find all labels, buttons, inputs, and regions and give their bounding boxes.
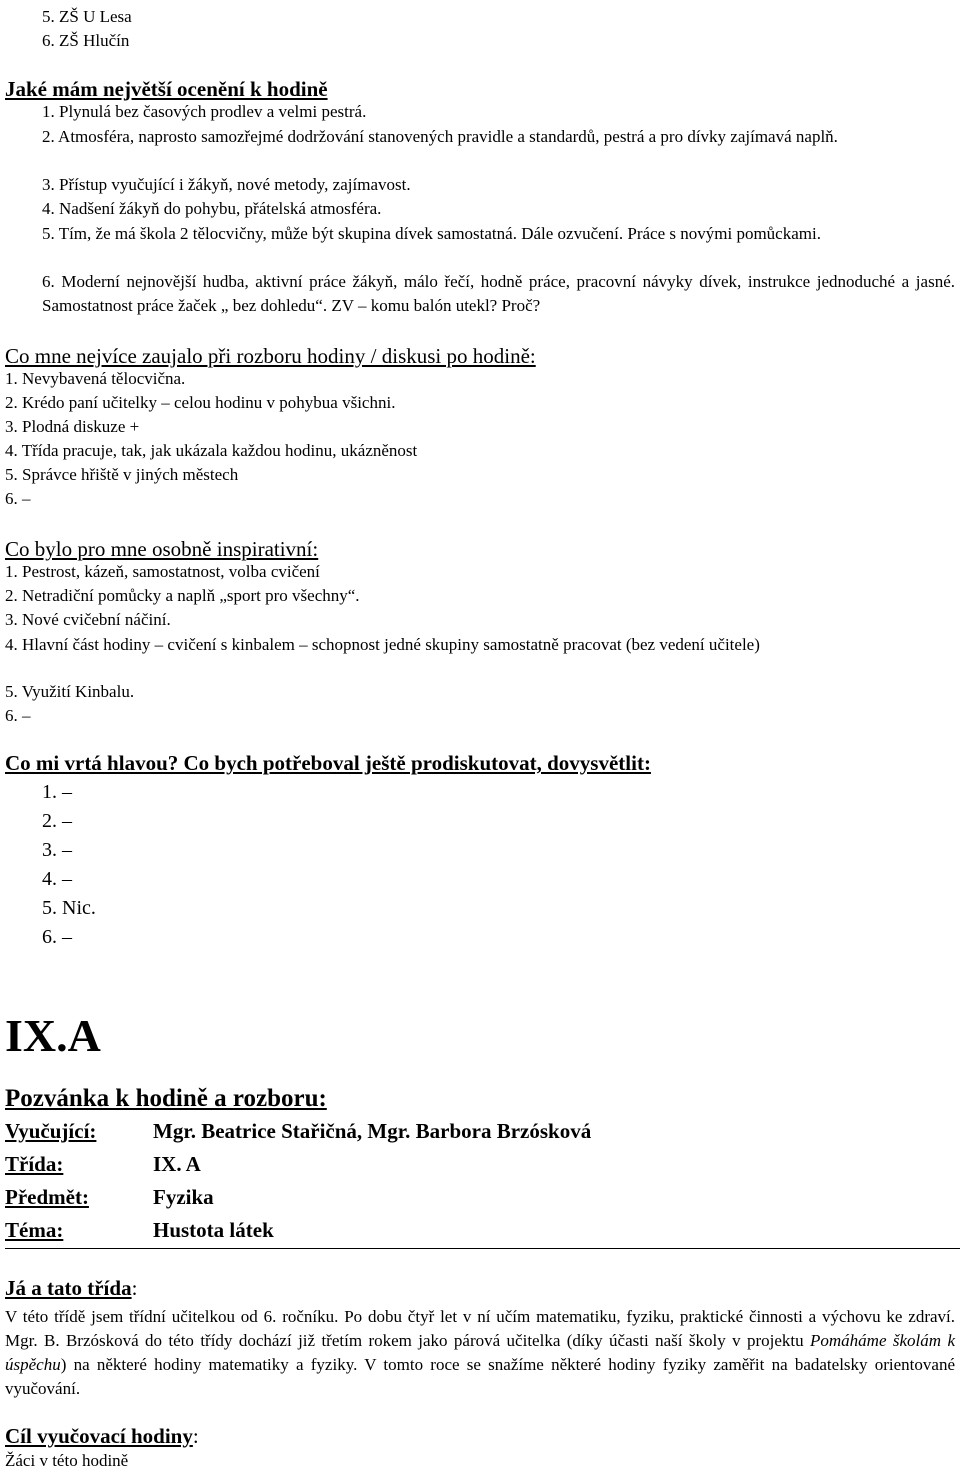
meta-row-subject <box>5 1183 214 1211</box>
list-item: 3. Nové cvičební náčiní. <box>5 610 171 629</box>
list-item: 6. – <box>42 926 72 948</box>
meta-row-teacher <box>5 1117 591 1145</box>
meta-value: Fyzika <box>153 1185 214 1209</box>
list-item: 4. Nadšení žákyň do pohybu, přátelská atmosféra. <box>42 199 382 218</box>
meta-value: IX. A <box>153 1152 201 1176</box>
list-item: 4. – <box>42 868 72 890</box>
section-heading-interest: Co mne nejvíce zaujalo při rozboru hodiny / diskusi po hodině: <box>5 344 536 368</box>
section-heading-inspire: Co bylo pro mne osobně inspirativní: <box>5 537 319 561</box>
meta-label: Třída: <box>5 1152 64 1176</box>
section-heading-puzzle: Co mi vrtá hlavou? Co bych potřeboval ještě prodiskutovat, dovysvětlit: <box>5 751 651 775</box>
meta-label: Předmět: <box>5 1185 89 1209</box>
goal-text: Žáci v této hodině <box>5 1451 129 1470</box>
list-item: 1. Plynulá bez časových prodlev a velmi pestrá. <box>42 102 367 121</box>
list-item: 6. Moderní nejnovější hudba, aktivní práce žákyň, málo řečí, hodně práce, pracovní návyky dívek, instrukce jednoduché a jasné. Samostatnost práce žaček „ bez dohledu“. ZV – komu balón utekl? Proč? <box>42 272 955 315</box>
section-heading-me-class: Já a tato třída: <box>5 1276 138 1300</box>
meta-value: Mgr. Beatrice Stařičná, Mgr. Barbora Brzósková <box>153 1119 592 1143</box>
list-item: 3. Plodná diskuze + <box>5 417 140 436</box>
list-item: 2. Atmosféra, naprosto samozřejmé dodržování stanovených pravidle a standardů, pestrá a pro dívky zajímavá naplň. <box>42 127 838 146</box>
list-item: 5. Nic. <box>42 897 96 919</box>
list-item: 5. Využití Kinbalu. <box>5 682 135 701</box>
list-item: 1. Pestrost, kázeň, samostatnost, volba cvičení <box>5 562 320 581</box>
meta-label: Vyučující: <box>5 1119 97 1143</box>
list-item: 2. – <box>42 810 72 832</box>
paragraph-me-class: V této třídě jsem třídní učitelkou od 6. ročníku. Po dobu čtyř let v ní učím matematiku, fyziku, praktické činnosti a výchovu ke zdraví. Mgr. B. Brzósková do této třídy dochází již třetím rokem jako párová učitelka (díky účasti naší školy v projektu Pomáháme školám k úspěchu) na některé hodiny matematiky a fyziky. V tomto roce se snažíme některé hodiny fyziky zaměřit na badatelsky orientované vyučování. <box>5 1307 955 1398</box>
list-item: 3. Přístup vyučující i žákyň, nové metody, zajímavost. <box>42 175 411 194</box>
list-item: 1. Nevybavená tělocvična. <box>5 369 186 388</box>
section-heading-award: Jaké mám největší ocenění k hodině <box>5 77 328 101</box>
meta-row-topic <box>5 1216 274 1244</box>
list-item: 6. ZŠ Hlučín <box>42 31 130 50</box>
list-item: 2. Krédo paní učitelky – celou hodinu v pohybua všichni. <box>5 393 396 412</box>
list-item: 2. Netradiční pomůcky a naplň „sport pro všechny“. <box>5 586 360 605</box>
list-item: 5. Správce hřiště v jiných městech <box>5 465 239 484</box>
meta-value: Hustota látek <box>153 1218 274 1242</box>
meta-label: Téma: <box>5 1218 64 1242</box>
list-item: 4. Třída pracuje, tak, jak ukázala každou hodinu, ukázněnost <box>5 441 418 460</box>
list-item: 6. – <box>5 706 31 725</box>
list-item: 6. – <box>5 489 31 508</box>
divider <box>5 1248 960 1249</box>
meta-row-class <box>5 1150 201 1178</box>
list-item: 5. ZŠ U Lesa <box>42 7 132 26</box>
invite-heading: Pozvánka k hodině a rozboru: <box>5 1085 327 1112</box>
list-item: 3. – <box>42 839 72 861</box>
list-item: 4. Hlavní část hodiny – cvičení s kinbalem – schopnost jedné skupiny samostatně pracovat (bez vedení učitele) <box>5 635 760 654</box>
section-heading-goal: Cíl vyučovací hodiny: <box>5 1424 199 1448</box>
class-title: IX.A <box>5 1010 101 1061</box>
list-item: 5. Tím, že má škola 2 tělocvičny, může být skupina dívek samostatná. Dále ozvučení. Práce s novými pomůckami. <box>42 224 821 243</box>
list-item: 1. – <box>42 781 72 803</box>
